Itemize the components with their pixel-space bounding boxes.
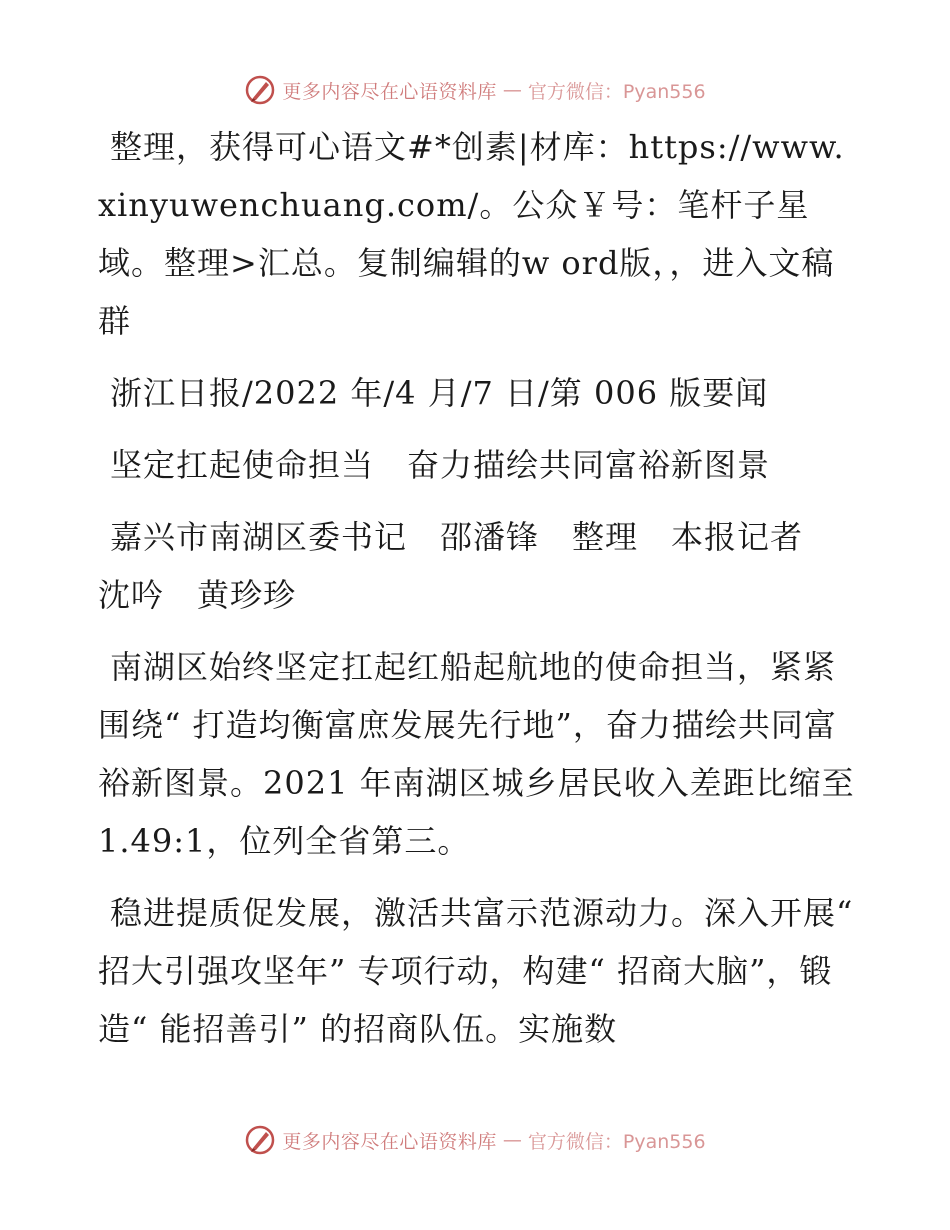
article-title: 坚定扛起使命担当 奋力描绘共同富裕新图景 [110,446,771,484]
footer-banner [0,1120,950,1160]
pen-logo-icon [244,1124,276,1156]
paragraph-source: 浙江日报/2022 年/4 月/7 日/第 006 版要闻 [110,374,769,412]
paragraph-body-2: 稳进提质促发展，激活共富示范源动力。深入开展“ 招大引强攻坚年” 专项行动，构建“ 招商大脑”，锻造“ 能招善引” 的招商队伍。实施数 [98,894,854,1048]
banner-separator: — [502,79,522,101]
banner-wechat: 官方微信：Pyan556 [527,80,706,103]
pen-logo-icon [244,74,276,106]
header-banner [0,70,950,110]
document-body [98,118,858,1072]
banner-title: 更多内容尽在心语资料库 [282,1130,497,1153]
paragraph-body-1: 南湖区始终坚定扛起红船起航地的使命担当，紧紧围绕“ 打造均衡富庶发展先行地”，奋力描绘共同富裕新图景。2021 年南湖区城乡居民收入差距比缩至 1.49:1，位列全省第三。 [98,648,855,860]
article-byline: 嘉兴市南湖区委书记 邵潘锋 整理 本报记者 沈吟 黄珍珍 [98,518,837,614]
paragraph-intro: 整理，获得可心语文#*创素|材库：https://www.xinyuwenchuang.com/。公众￥号：笔杆子星域。整理>汇总。复制编辑的w ord版，，进入文稿群 [98,128,845,340]
banner-title: 更多内容尽在心语资料库 [282,80,497,103]
banner-wechat: 官方微信：Pyan556 [527,1130,706,1153]
banner-separator: — [502,1129,522,1151]
